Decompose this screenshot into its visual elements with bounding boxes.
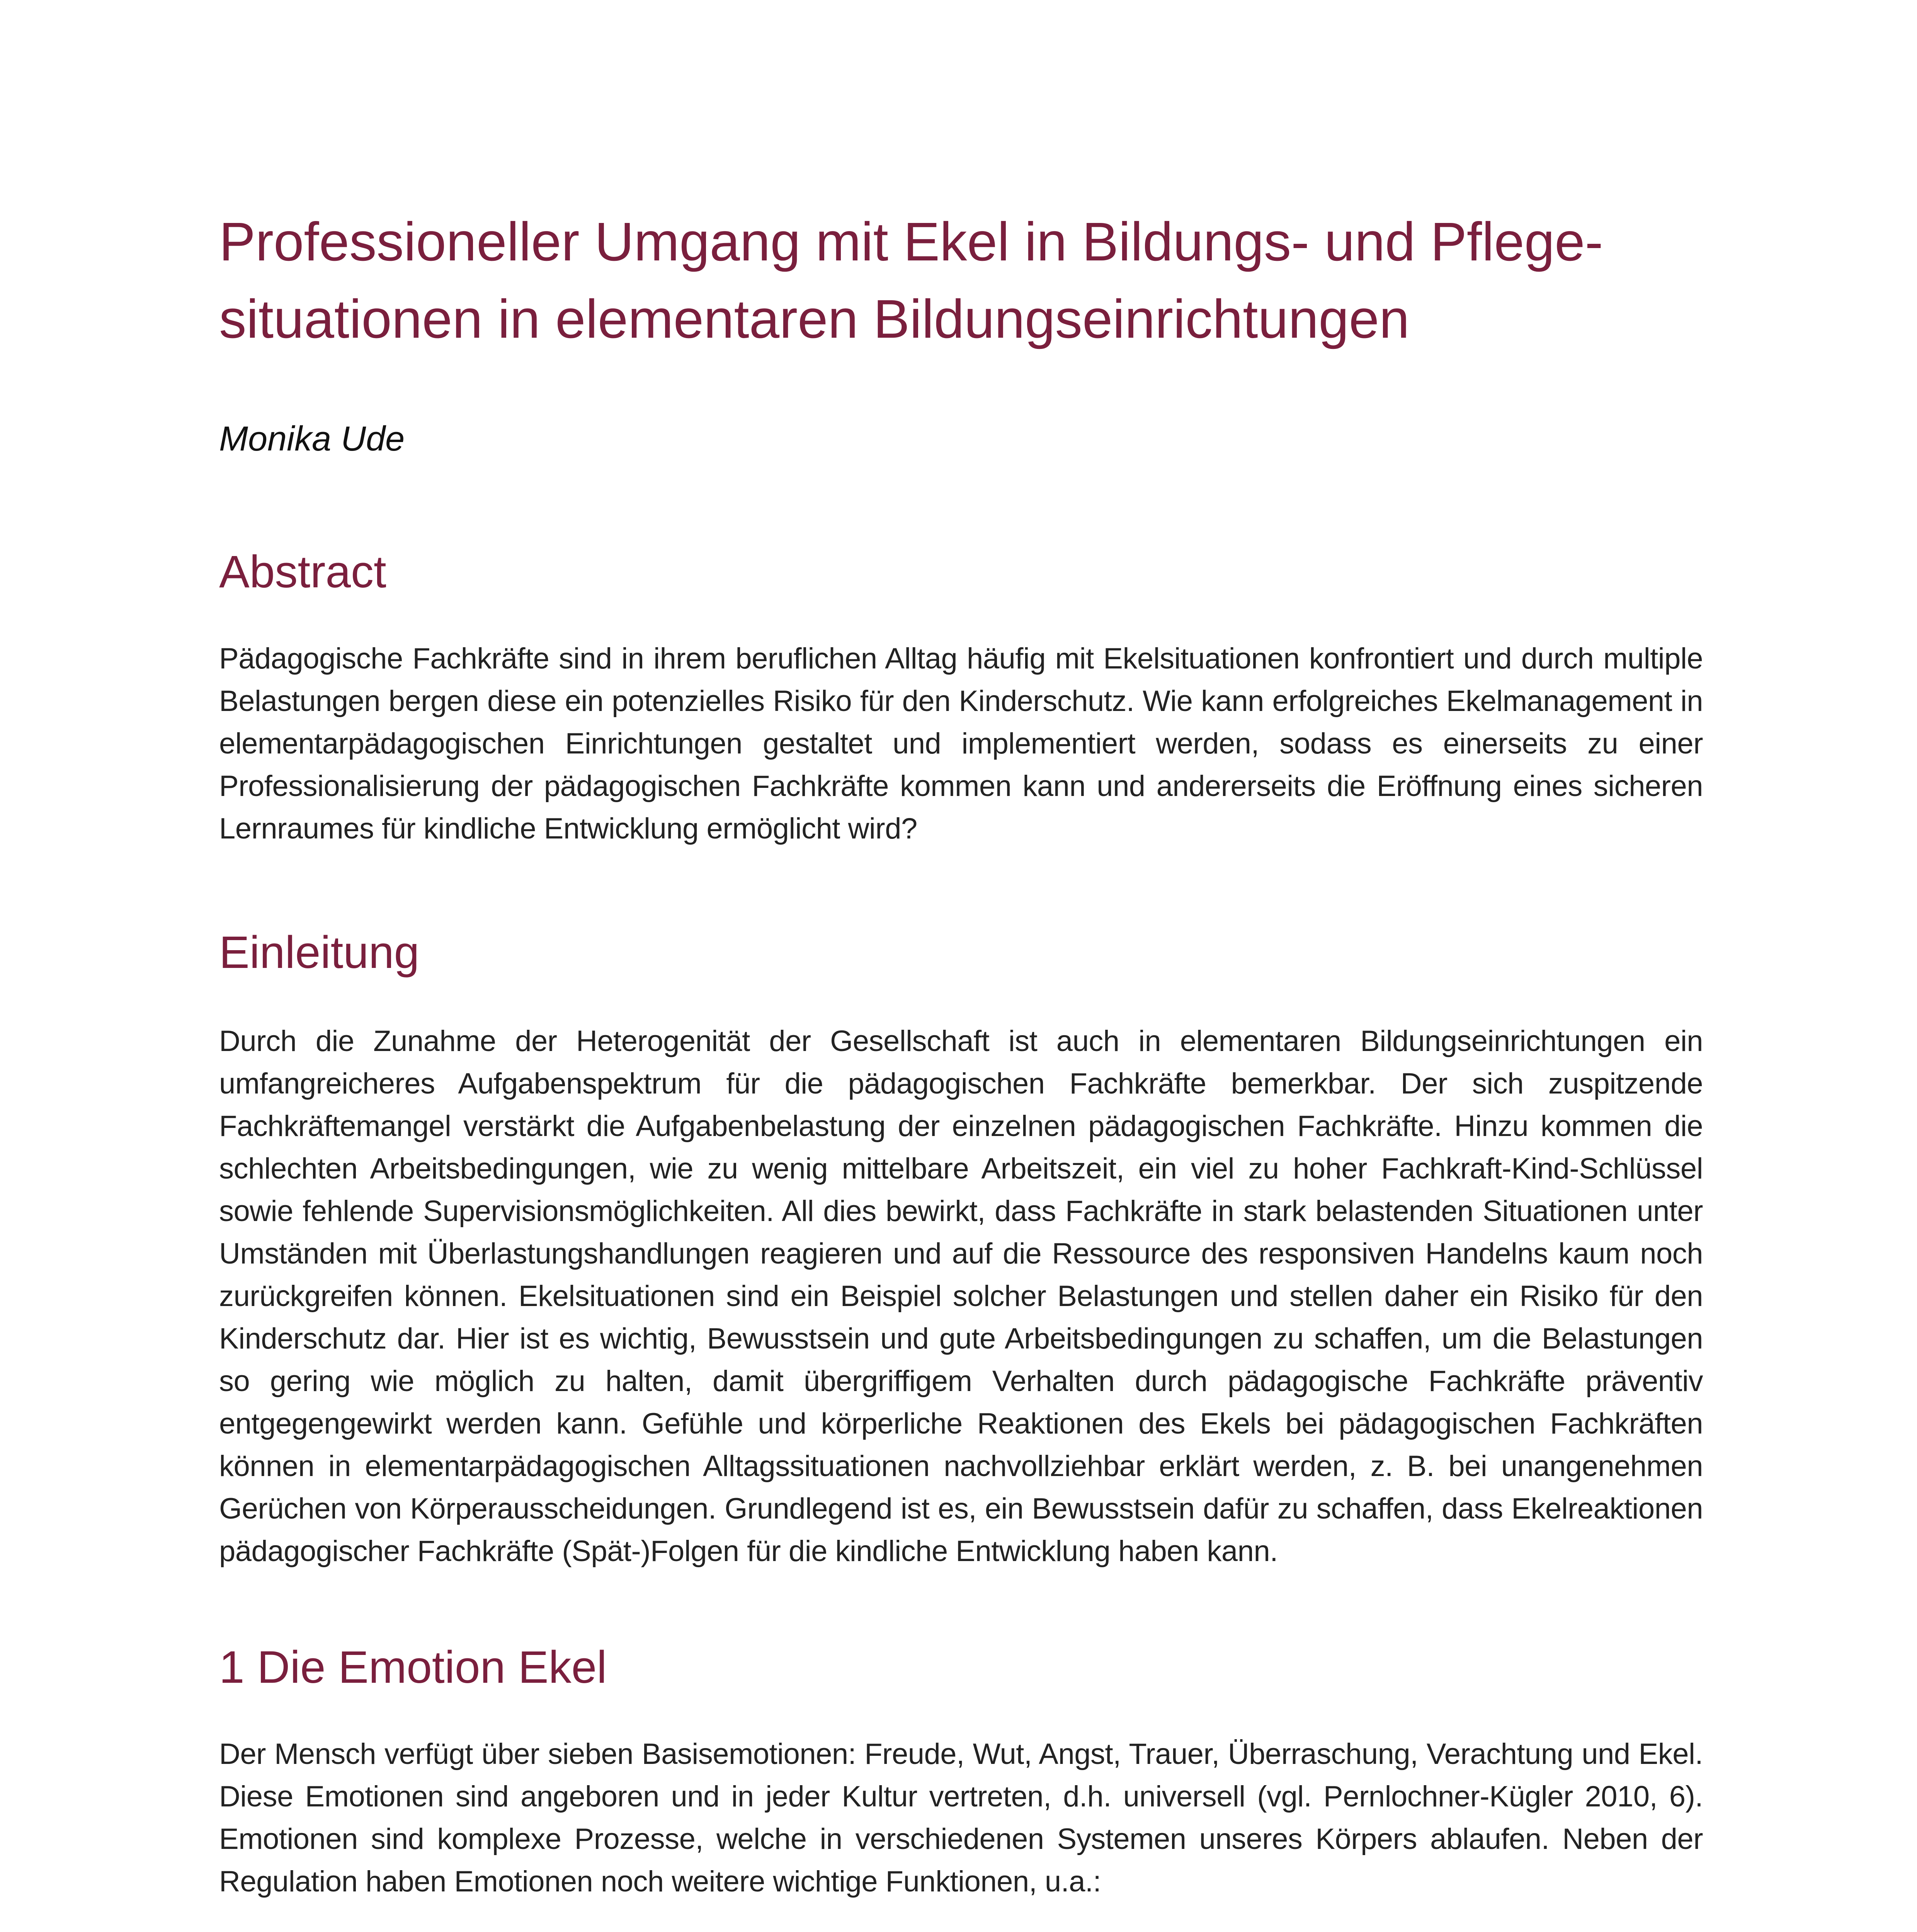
abstract-heading: Abstract: [219, 546, 386, 597]
section-1-paragraph-1: Der Mensch verfügt über sieben Basisemotionen: Freude, Wut, Angst, Trauer, Überraschung, Verachtung und Ekel. Diese Emotionen sind angeboren und in jeder Kultur vertreten, d.h. universell (vgl. Pernlochner-Kügler 2010, 6). Emotionen sind komplexe Prozesse, welche in verschiedenen Systemen unseres Körpers ablaufen. Neben der Regulation haben Emotionen noch weitere wichtige Funktionen, u.a.:: [219, 1738, 1703, 1898]
intro-heading: Einleitung: [219, 927, 420, 978]
author-name: Monika Ude: [219, 420, 405, 458]
paper-title: Professioneller Umgang mit Ekel in Bildungs- und Pflege-situationen in elementaren Bildungseinrichtungen: [219, 211, 1603, 349]
abstract-text: Pädagogische Fachkräfte sind in ihrem beruflichen Alltag häufig mit Ekelsituationen konfrontiert und durch multiple Belastungen bergen diese ein potenzielles Risiko für den Kinderschutz. Wie kann erfolgreiches Ekelmanagement in elementarpädagogischen Einrichtungen gestaltet und implementiert werden, sodass es einerseits zu einer Professionalisierung der pädagogischen Fachkräfte kommen kann und andererseits die Eröffnung eines sicheren Lernraumes für kindliche Entwicklung ermöglicht wird?: [219, 642, 1703, 845]
intro-text: Durch die Zunahme der Heterogenität der Gesellschaft ist auch in elementaren Bildungseinrichtungen ein umfangreicheres Aufgabenspektrum für die pädagogischen Fachkräfte bemerkbar. Der sich zuspitzende Fachkräftemangel verstärkt die Aufgabenbelastung der einzelnen pädagogischen Fachkräfte. Hinzu kommen die schlechten Arbeitsbedingungen, wie zu wenig mittelbare Arbeitszeit, ein viel zu hoher Fachkraft-Kind-Schlüssel sowie fehlende Supervisionsmöglichkeiten. All dies bewirkt, dass Fachkräfte in stark belastenden Situationen unter Umständen mit Überlastungshandlungen reagieren und auf die Ressource des responsiven Handelns kaum noch zurückgreifen können. Ekelsituationen sind ein Beispiel solcher Belastungen und stellen daher ein Risiko für den Kinderschutz dar. Hier ist es wichtig, Bewusstsein und gute Arbeitsbedingungen zu schaffen, um die Belastungen so gering wie möglich zu halten, damit übergriffigem Verhalten durch pädagogische Fachkräfte präventiv entgegengewirkt werden kann. Gefühle und körperliche Reaktionen des Ekels bei pädagogischen Fachkräften können in elementarpädagogischen Alltagssituationen nachvollziehbar erklärt werden, z. B. bei unangenehmen Gerüchen von Körperausscheidungen. Grundlegend ist es, ein Bewusstsein dafür zu schaffen, dass Ekelreaktionen pädagogischer Fachkräfte (Spät-)Folgen für die kindliche Entwicklung haben kann.: [219, 1025, 1703, 1568]
section-1-heading: 1 Die Emotion Ekel: [219, 1642, 607, 1693]
